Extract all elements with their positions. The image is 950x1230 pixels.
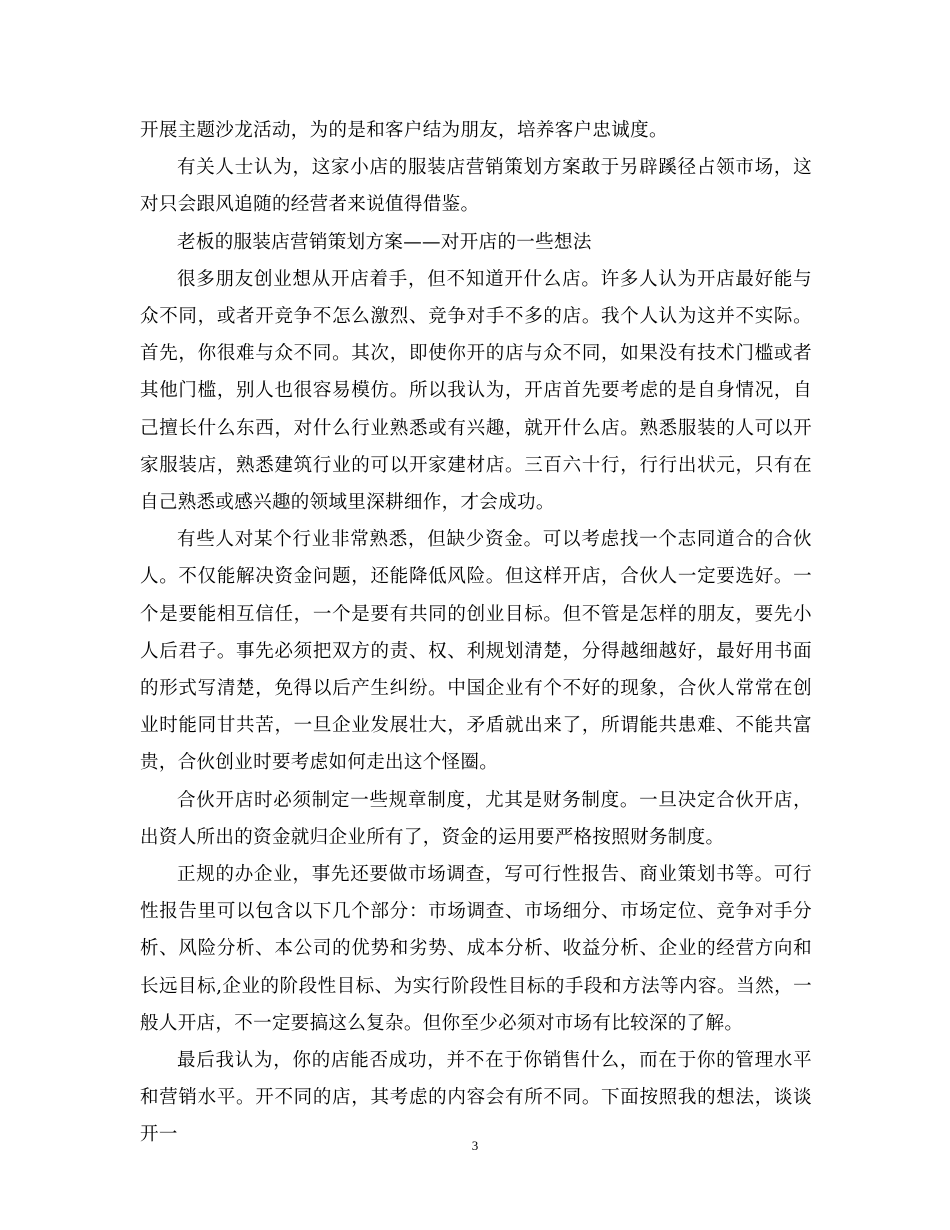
body-text (140, 112, 812, 1154)
section-heading: 老板的服装店营销策划方案——对开店的一些想法 (177, 231, 592, 253)
paragraph: 很多朋友创业想从开店着手，但不知道开什么店。许多人认为开店最好能与众不同，或者开竞争不怎么激烈、竞争对手不多的店。我个人认为这并不实际。首先，你很难与众不同。其次，即使你开的店与众不同，如果没有技术门槛或者其他门槛，别人也很容易模仿。所以我认为，开店首先要考虑的是自身情况，自己擅长什么东西，对什么行业熟悉或有兴趣，就开什么店。熟悉服装的人可以开家服装店，熟悉建筑行业的可以开家建材店。三百六十行，行行出状元，只有在自己熟悉或感兴趣的领域里深耕细作，才会成功。 (140, 268, 812, 514)
paragraph: 合伙开店时必须制定一些规章制度，尤其是财务制度。一旦决定合伙开店，出资人所出的资金就归企业所有了，资金的运用要严格按照财务制度。 (140, 789, 812, 848)
paragraph-continuation: 开展主题沙龙活动，为的是和客户结为朋友，培养客户忠诚度。 (140, 120, 668, 141)
paragraph: 有关人士认为，这家小店的服装店营销策划方案敢于另辟蹊径占领市场，这对只会跟风追随的经营者来说值得借鉴。 (140, 157, 812, 216)
paragraph: 最后我认为，你的店能否成功，并不在于你销售什么，而在于你的管理水平和营销水平。开不同的店，其考虑的内容会有所不同。下面按照我的想法，谈谈开一 (140, 1050, 812, 1146)
page-number: 3 (471, 1138, 479, 1153)
paragraph: 正规的办企业，事先还要做市场调查，写可行性报告、商业策划书等。可行性报告里可以包含以下几个部分：市场调查、市场细分、市场定位、竞争对手分析、风险分析、本公司的优势和劣势、成本分析、收益分析、企业的经营方向和长远目标,企业的阶段性目标、为实行阶段性目标的手段和方法等内容。当然，一般人开店，不一定要搞这么复杂。但你至少必须对市场有比较深的了解。 (140, 864, 812, 1034)
paragraph: 有些人对某个行业非常熟悉，但缺少资金。可以考虑找一个志同道合的合伙人。不仅能解决资金问题，还能降低风险。但这样开店，合伙人一定要选好。一个是要能相互信任，一个是要有共同的创业目标。但不管是怎样的朋友，要先小人后君子。事先必须把双方的责、权、利规划清楚，分得越细越好，最好用书面的形式写清楚，免得以后产生纠纷。中国企业有个不好的现象，合伙人常常在创业时能同甘共苦，一旦企业发展壮大，矛盾就出来了，所谓能共患难、不能共富贵，合伙创业时要考虑如何走出这个怪圈。 (140, 529, 812, 774)
